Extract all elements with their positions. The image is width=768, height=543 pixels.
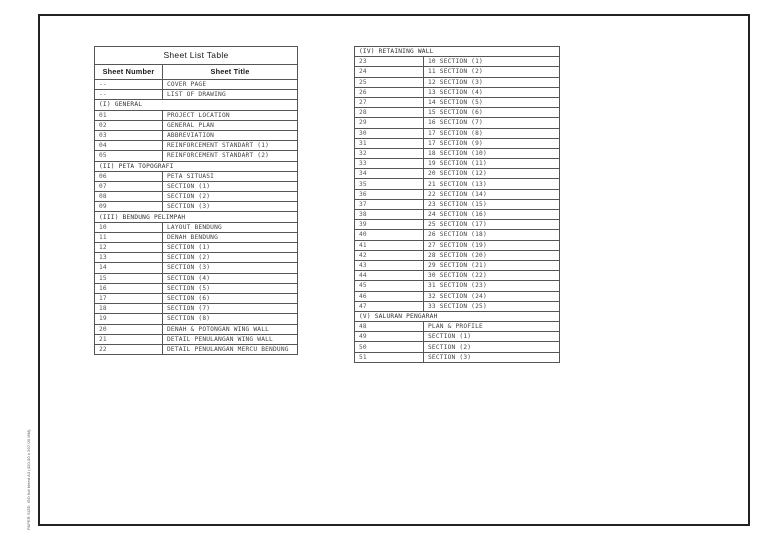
sheet-number-cell: 27 (355, 97, 424, 107)
sheet-title-cell: 11 SECTION (2) (424, 67, 560, 77)
table-row (355, 108, 560, 118)
sheet-title-cell: 20 SECTION (12) (424, 169, 560, 179)
sheet-list-table (94, 46, 298, 355)
sheet-title-cell: 23 SECTION (15) (424, 199, 560, 209)
sheet-number-cell: 12 (95, 243, 163, 253)
table-row (95, 314, 298, 324)
table-row (355, 118, 560, 128)
sheet-title-cell: REINFORCEMENT STANDART (1) (163, 141, 298, 151)
sheet-title-cell: 31 SECTION (23) (424, 281, 560, 291)
sheet-title-cell: SECTION (2) (424, 342, 560, 352)
sheet-number-cell: 09 (95, 202, 163, 212)
sheet-number-cell: 46 (355, 291, 424, 301)
table-row (355, 159, 560, 169)
paper-size-text: PAPER SIZE: ISO full bleed A3 (420.00 x 297.00 MM) (26, 429, 31, 530)
sheet-number-cell: 07 (95, 181, 163, 191)
sheet-number-cell: 49 (355, 332, 424, 342)
table-row (355, 87, 560, 97)
table-row (95, 120, 298, 130)
sheet-number-cell: 17 (95, 293, 163, 303)
sheet-title-cell: SECTION (2) (163, 253, 298, 263)
sheet-number-cell: 25 (355, 77, 424, 87)
sheet-number-cell: 08 (95, 192, 163, 202)
sheet-title-cell: SECTION (6) (163, 293, 298, 303)
sheet-title-cell: SECTION (1) (424, 332, 560, 342)
sheet-title-cell: 33 SECTION (25) (424, 301, 560, 311)
sheet-number-cell: 26 (355, 87, 424, 97)
sheet-number-cell: 42 (355, 250, 424, 260)
sheet-title-cell: 15 SECTION (6) (424, 108, 560, 118)
sheet-title-cell: PROJECT LOCATION (163, 110, 298, 120)
sheet-number-cell: 50 (355, 342, 424, 352)
sheet-number-cell: 01 (95, 110, 163, 120)
table-row (355, 250, 560, 260)
table-row (95, 90, 298, 100)
header-sheet-title: Sheet Title (163, 65, 298, 80)
table-row (95, 243, 298, 253)
table-row (95, 222, 298, 232)
sheet-title-cell: SECTION (1) (163, 181, 298, 191)
sheet-title-cell: DETAIL PENULANGAN MERCU BENDUNG (163, 344, 298, 354)
sheet-number-cell: 22 (95, 344, 163, 354)
sheet-title-cell: SECTION (3) (163, 202, 298, 212)
sheet-number-cell: 03 (95, 130, 163, 140)
sheet-title-cell: 32 SECTION (24) (424, 291, 560, 301)
table-row (95, 344, 298, 354)
section-label: (I) GENERAL (95, 100, 298, 110)
sheet-title-cell: 13 SECTION (4) (424, 87, 560, 97)
table-row (95, 141, 298, 151)
sheet-number-cell: 29 (355, 118, 424, 128)
sheet-title-cell: 19 SECTION (11) (424, 159, 560, 169)
sheet-number-cell: 02 (95, 120, 163, 130)
sheet-title-cell: PLAN & PROFILE (424, 322, 560, 332)
table-row (355, 342, 560, 352)
sheet-title-cell: 18 SECTION (10) (424, 148, 560, 158)
sheet-number-cell: 41 (355, 240, 424, 250)
sheet-title-cell: ABBREVIATION (163, 130, 298, 140)
sheet-title-cell: LIST OF DRAWING (163, 90, 298, 100)
sheet-number-cell: 40 (355, 230, 424, 240)
table-row (95, 273, 298, 283)
table-title-row (95, 47, 298, 65)
sheet-title-cell: 17 SECTION (9) (424, 138, 560, 148)
sheet-number-cell: 37 (355, 199, 424, 209)
table-row (355, 57, 560, 67)
sheet-number-cell: 32 (355, 148, 424, 158)
sheet-number-cell: 33 (355, 159, 424, 169)
sheet-title-cell: 22 SECTION (14) (424, 189, 560, 199)
sheet-list-body (95, 80, 298, 355)
table-row (355, 148, 560, 158)
sheet-number-cell: 04 (95, 141, 163, 151)
sheet-number-cell: -- (95, 90, 163, 100)
sheet-number-cell: 06 (95, 171, 163, 181)
sheet-number-cell: 51 (355, 352, 424, 362)
table-row (355, 210, 560, 220)
paper-size-note (26, 429, 36, 530)
table-row (355, 77, 560, 87)
sheet-number-cell: 31 (355, 138, 424, 148)
sheet-number-cell: 11 (95, 232, 163, 242)
sheet-list-table-continued (354, 46, 560, 363)
table-row (355, 260, 560, 270)
section-label: (IV) RETAINING WALL (355, 47, 560, 57)
sheet-number-cell: 14 (95, 263, 163, 273)
table-row (355, 128, 560, 138)
sheet-title-cell: REINFORCEMENT STANDART (2) (163, 151, 298, 161)
sheet-number-cell: 48 (355, 322, 424, 332)
sheet-title-cell: SECTION (2) (163, 192, 298, 202)
sheet-title-cell: LAYOUT BENDUNG (163, 222, 298, 232)
table-row (95, 324, 298, 334)
table-row (95, 80, 298, 90)
sheet-number-cell: 21 (95, 334, 163, 344)
sheet-title-cell: 17 SECTION (8) (424, 128, 560, 138)
sheet-title-cell: GENERAL PLAN (163, 120, 298, 130)
sheet-title-cell: 21 SECTION (13) (424, 179, 560, 189)
table-row (355, 281, 560, 291)
sheet-title-cell: DENAH & POTONGAN WING WALL (163, 324, 298, 334)
table-row (355, 189, 560, 199)
section-header-row (355, 311, 560, 321)
table-row (355, 138, 560, 148)
table-row (95, 151, 298, 161)
sheet-title-cell: DETAIL PENULANGAN WING WALL (163, 334, 298, 344)
sheet-number-cell: -- (95, 80, 163, 90)
sheet-title-cell: SECTION (3) (424, 352, 560, 362)
sheet-title-cell: 12 SECTION (3) (424, 77, 560, 87)
section-header-row (95, 212, 298, 222)
sheet-number-cell: 05 (95, 151, 163, 161)
sheet-title-cell: DENAH BENDUNG (163, 232, 298, 242)
sheet-number-cell: 36 (355, 189, 424, 199)
sheet-number-cell: 18 (95, 304, 163, 314)
header-sheet-number: Sheet Number (95, 65, 163, 80)
sheet-title-cell: 30 SECTION (22) (424, 271, 560, 281)
sheet-title-cell: 28 SECTION (20) (424, 250, 560, 260)
section-header-row (95, 161, 298, 171)
sheet-number-cell: 15 (95, 273, 163, 283)
sheet-title-cell: COVER PAGE (163, 80, 298, 90)
table-row (95, 283, 298, 293)
sheet-number-cell: 10 (95, 222, 163, 232)
sheet-number-cell: 44 (355, 271, 424, 281)
table-title: Sheet List Table (95, 47, 298, 65)
table-row (355, 97, 560, 107)
table-row (95, 334, 298, 344)
sheet-number-cell: 38 (355, 210, 424, 220)
sheet-title-cell: 10 SECTION (1) (424, 57, 560, 67)
sheet-title-cell: SECTION (8) (163, 314, 298, 324)
table-row (95, 232, 298, 242)
table-row (355, 199, 560, 209)
section-label: (V) SALURAN PENGARAH (355, 311, 560, 321)
sheet-number-cell: 20 (95, 324, 163, 334)
sheet-number-cell: 13 (95, 253, 163, 263)
table-row (355, 301, 560, 311)
table-row (355, 322, 560, 332)
sheet-title-cell: 16 SECTION (7) (424, 118, 560, 128)
table-row (355, 230, 560, 240)
sheet-number-cell: 47 (355, 301, 424, 311)
sheet-number-cell: 35 (355, 179, 424, 189)
section-header-row (95, 100, 298, 110)
table-row (95, 130, 298, 140)
table-row (355, 179, 560, 189)
sheet-list-body-continued (355, 47, 560, 363)
sheet-number-cell: 39 (355, 220, 424, 230)
table-row (95, 202, 298, 212)
section-label: (III) BENDUNG PELIMPAH (95, 212, 298, 222)
table-row (95, 253, 298, 263)
table-row (355, 291, 560, 301)
sheet-number-cell: 34 (355, 169, 424, 179)
sheet-title-cell: 24 SECTION (16) (424, 210, 560, 220)
table-row (355, 332, 560, 342)
sheet-title-cell: 27 SECTION (19) (424, 240, 560, 250)
table-header-row (95, 65, 298, 80)
table-row (355, 169, 560, 179)
table-row (355, 271, 560, 281)
table-row (95, 304, 298, 314)
sheet-title-cell: SECTION (4) (163, 273, 298, 283)
table-row (95, 110, 298, 120)
table-row (95, 293, 298, 303)
sheet-title-cell: SECTION (3) (163, 263, 298, 273)
table-row (355, 240, 560, 250)
table-row (355, 67, 560, 77)
sheet-number-cell: 16 (95, 283, 163, 293)
sheet-number-cell: 45 (355, 281, 424, 291)
table-row (355, 220, 560, 230)
section-header-row (355, 47, 560, 57)
table-row (95, 192, 298, 202)
sheet-number-cell: 43 (355, 260, 424, 270)
sheet-title-cell: PETA SITUASI (163, 171, 298, 181)
sheet-number-cell: 30 (355, 128, 424, 138)
sheet-number-cell: 23 (355, 57, 424, 67)
sheet-title-cell: 29 SECTION (21) (424, 260, 560, 270)
table-row (355, 352, 560, 362)
sheet-number-cell: 24 (355, 67, 424, 77)
sheet-title-cell: SECTION (1) (163, 243, 298, 253)
table-row (95, 181, 298, 191)
sheet-title-cell: 14 SECTION (5) (424, 97, 560, 107)
table-row (95, 263, 298, 273)
sheet-title-cell: SECTION (7) (163, 304, 298, 314)
section-label: (II) PETA TOPOGRAFI (95, 161, 298, 171)
table-row (95, 171, 298, 181)
sheet-title-cell: SECTION (5) (163, 283, 298, 293)
sheet-number-cell: 28 (355, 108, 424, 118)
sheet-title-cell: 26 SECTION (18) (424, 230, 560, 240)
sheet-number-cell: 19 (95, 314, 163, 324)
sheet-title-cell: 25 SECTION (17) (424, 220, 560, 230)
